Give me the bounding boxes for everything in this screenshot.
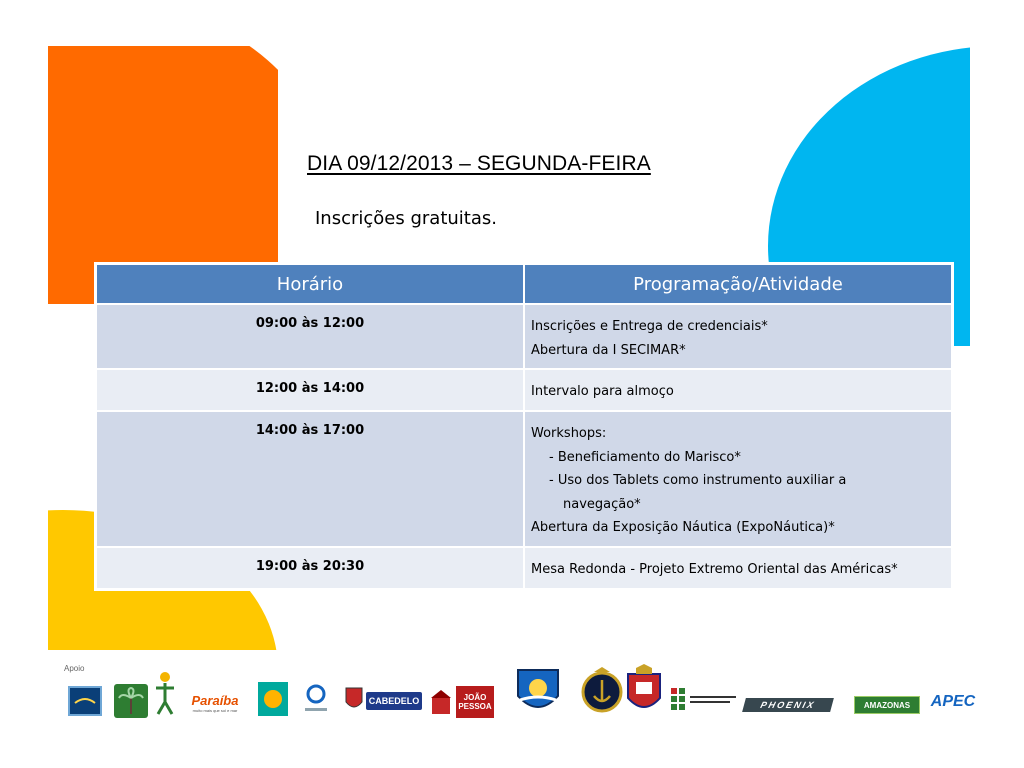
row-activity <box>524 369 952 411</box>
sponsor-logo-13 <box>624 664 664 718</box>
activity-line: navegação* <box>563 496 641 512</box>
row-activity <box>524 547 952 589</box>
sponsor-logo-9 <box>430 688 452 716</box>
activity-line: Intervalo para almoço <box>531 384 674 399</box>
sponsor-logo-1-icon <box>74 695 96 707</box>
table-row <box>96 304 952 369</box>
row-activity <box>524 304 952 369</box>
header-programacao: Programação/Atividade <box>524 264 952 304</box>
building-icon <box>430 688 452 716</box>
row-time: 12:00 às 14:00 <box>96 369 524 411</box>
amazonas-logo-text: AMAZONAS <box>863 700 911 710</box>
sponsor-logo-7 <box>344 686 364 714</box>
schedule-table <box>95 263 953 590</box>
sponsor-logo-apec <box>926 686 980 718</box>
table-row <box>96 411 952 547</box>
sponsor-logo-5 <box>258 682 288 716</box>
cabedelo-logo-text: CABEDELO <box>368 696 420 706</box>
sponsor-logo-11 <box>512 666 564 718</box>
sponsor-strip <box>64 660 984 728</box>
sponsor-logo-amazonas <box>854 696 920 714</box>
row-activity <box>524 411 952 547</box>
shield-icon <box>514 666 562 718</box>
activity-line: - Uso dos Tablets como instrumento auxiliar a <box>549 473 847 488</box>
header-horario: Horário <box>96 264 524 304</box>
row-time: 09:00 às 12:00 <box>96 304 524 369</box>
coat-of-arms-icon <box>344 686 364 714</box>
figure-icon <box>152 670 178 720</box>
activity-line: - Beneficiamento do Marisco* <box>549 449 741 465</box>
crest-icon <box>624 664 664 718</box>
sponsor-logo-phoenix <box>742 698 834 712</box>
sponsor-logo-joao-pessoa <box>456 686 494 718</box>
table-row <box>96 547 952 589</box>
sponsor-logo-cabedelo <box>366 692 422 710</box>
table-header-row <box>96 264 952 304</box>
shell-icon <box>301 682 331 716</box>
page-subtitle: Inscrições gratuitas. <box>315 208 497 229</box>
sun-icon <box>261 687 285 711</box>
navy-badge-icon <box>580 666 624 716</box>
sponsor-logo-3 <box>152 670 178 720</box>
sponsor-logo-6 <box>298 680 334 718</box>
row-time: 14:00 às 17:00 <box>96 411 524 547</box>
joao-pessoa-logo-text: JOÃO PESSOA <box>458 693 492 711</box>
activity-line: Inscrições e Entrega de credenciais* <box>531 319 768 334</box>
sponsor-logo-14 <box>670 686 738 716</box>
page-title: DIA 09/12/2013 – SEGUNDA-FEIRA <box>307 152 651 175</box>
activity-line: Abertura da Exposição Náutica (ExpoNáutica)* <box>531 520 835 535</box>
table-row <box>96 369 952 411</box>
activity-line: Mesa Redonda - Projeto Extremo Oriental das Américas* <box>531 561 898 577</box>
sponsor-logo-paraiba <box>182 686 248 720</box>
activity-line: Abertura da I SECIMAR* <box>531 342 686 358</box>
sponsor-logo-1 <box>68 686 102 716</box>
sponsor-logo-12 <box>580 666 624 716</box>
sponsor-logo-2 <box>114 684 148 718</box>
row-time: 19:00 às 20:30 <box>96 547 524 589</box>
paraiba-logo-tagline: muito mais que sol e mar <box>192 708 238 713</box>
palm-tree-icon <box>116 686 146 716</box>
activity-line: Workshops: <box>531 426 607 441</box>
apoio-label: Apoio <box>64 664 85 673</box>
phoenix-logo-text: PHOENIX <box>759 700 817 710</box>
apec-logo-text: APEC <box>930 693 976 710</box>
paraiba-logo-text: Paraíba <box>191 693 239 708</box>
institute-icon <box>670 686 738 716</box>
